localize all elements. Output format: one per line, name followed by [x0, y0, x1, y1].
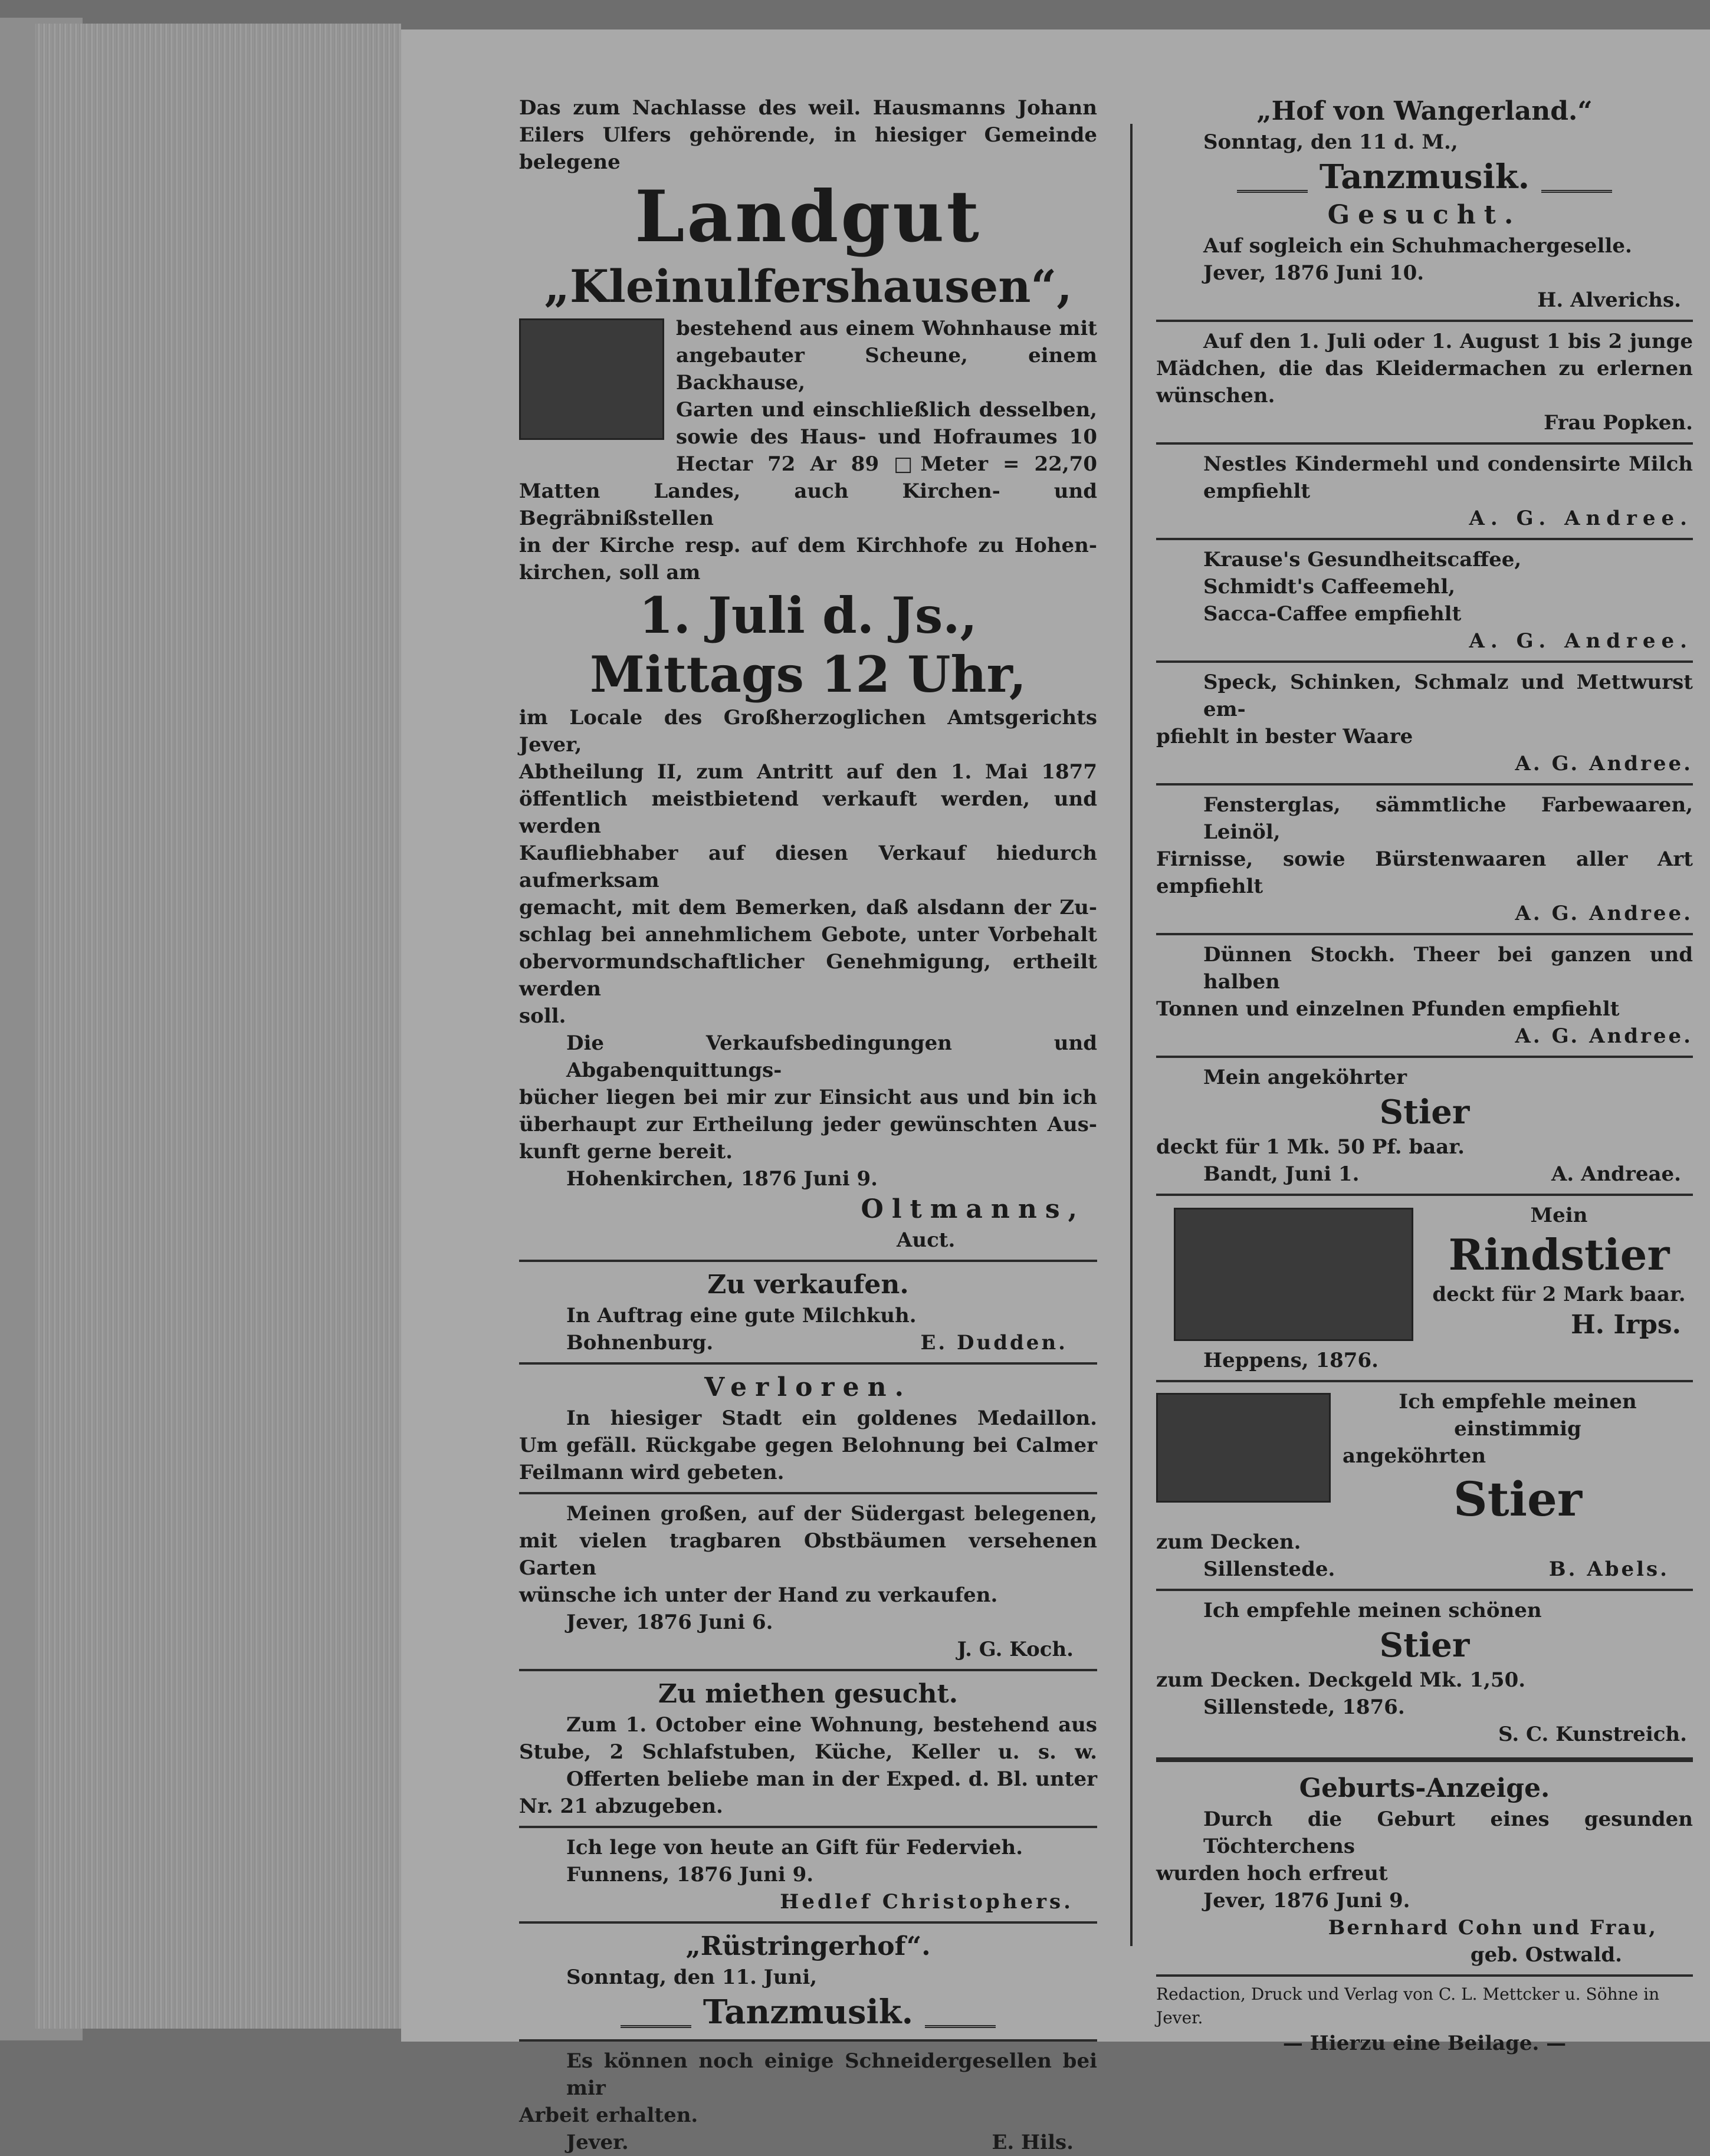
ad-place: Heppens, 1876.: [1203, 1349, 1378, 1372]
book-page-edges: [35, 24, 401, 2029]
desc-line: Hectar 72 Ar 89 □Meter = 22,70: [676, 452, 1097, 476]
separator: [519, 1921, 1097, 1924]
desc-line: in der Kirche resp. auf dem Kirchhofe zu Hohen-: [519, 534, 1097, 557]
separator: [519, 1362, 1097, 1365]
ad-text: Dünnen Stockh. Theer bei ganzen und halben: [1203, 943, 1693, 994]
ad-text: Tonnen und einzelnen Pfunden empfiehlt: [1156, 997, 1620, 1021]
ad-text: Feilmann wird gebeten.: [519, 1461, 785, 1484]
body-line: gemacht, mit dem Bemerken, daß alsdann der Zu-: [519, 896, 1097, 919]
ornament-icon: [621, 2001, 691, 2028]
body-line: kunft gerne bereit.: [519, 1140, 733, 1164]
ad-text: Ich lege von heute an Gift für Federvieh.: [566, 1836, 1023, 1859]
ornament-icon: [1541, 166, 1612, 193]
body-line: Abtheilung II, zum Antritt auf den 1. Mai 1877: [519, 760, 1097, 784]
ad-place: Jever.: [566, 2131, 629, 2154]
ad-text: Krause's Gesundheitscaffee,: [1203, 548, 1522, 571]
estate-block: [519, 315, 1097, 478]
event-date: Sonntag, den 11 d. M.,: [1203, 130, 1458, 154]
ad-intro: Ich empfehle meinen einstimmig: [1399, 1390, 1637, 1441]
column-divider: [1130, 124, 1133, 1946]
ad-signature: E. Dudden.: [920, 1331, 1068, 1355]
stier-ad-2: [1156, 1388, 1693, 1583]
body-line: bücher liegen bei mir zur Einsicht aus und bin ich: [519, 1086, 1097, 1109]
desc-line: bestehend aus einem Wohnhause mit: [676, 317, 1097, 340]
auction-date: 1. Juli d. Js.,: [639, 586, 977, 645]
ad-intro: Mein angeköhrter: [1203, 1066, 1407, 1089]
rindstier-ad: [1156, 1202, 1693, 1374]
ad-text: Schmidt's Caffeemehl,: [1203, 575, 1456, 599]
desc-line: sowie des Haus- und Hofraumes 10: [676, 425, 1097, 449]
ad-signature: Frau Popken.: [1544, 411, 1693, 435]
separator: [519, 1260, 1097, 1262]
ad-text: Nestles Kindermehl und condensirte Milch empfiehlt: [1203, 452, 1693, 503]
ad-signature: A. G. Andree.: [1515, 752, 1693, 775]
ad-place: Jever, 1876 Juni 10.: [1203, 261, 1425, 285]
body-line: soll.: [519, 1004, 566, 1028]
separator: [1156, 1056, 1693, 1058]
sale-ad: [519, 1268, 1097, 1356]
event-title: Tanzmusik.: [703, 1993, 914, 2032]
ad-text: wurden hoch erfreut: [1156, 1862, 1388, 1885]
ad-signature: B. Abels.: [1548, 1557, 1669, 1581]
ruestringerhof-ad: [519, 1930, 1097, 2033]
wanted-ad: [1156, 198, 1693, 314]
ad-text: wünsche ich unter der Hand zu verkaufen.: [519, 1583, 998, 1607]
separator: [519, 1826, 1097, 1828]
ad-signature: Bernhard Cohn und Frau,: [1328, 1916, 1658, 1940]
tar-ad: [1156, 941, 1693, 1050]
bull-illustration: [1174, 1208, 1413, 1341]
bull-illustration: [1156, 1393, 1331, 1503]
event-title: Tanzmusik.: [1319, 157, 1530, 196]
ad-title: Landgut: [635, 175, 982, 258]
ad-signature: Hedlef Christophers.: [780, 1890, 1074, 1914]
ad-text: mit vielen tragbaren Obstbäumen versehenen Garten: [519, 1529, 1097, 1580]
coffee-ad: [1156, 546, 1693, 655]
ad-heading: Zu verkaufen.: [707, 1270, 909, 1300]
place-date: Hohenkirchen, 1876 Juni 9.: [566, 1167, 878, 1191]
separator: [1156, 1757, 1693, 1762]
ad-text: Arbeit erhalten.: [519, 2104, 698, 2127]
event-date: Sonntag, den 11. Juni,: [566, 1966, 818, 1989]
ad-place: Funnens, 1876 Juni 9.: [566, 1863, 814, 1886]
intro-line: Das zum Nachlasse des weil. Hausmanns Johann: [519, 96, 1097, 120]
imprint: [1156, 1983, 1693, 2057]
ad-signature: H. Irps.: [1571, 1310, 1681, 1340]
desc-line: Matten Landes, auch Kirchen- und Begräbnißstellen: [519, 479, 1097, 530]
ad-intro: angeköhrten: [1343, 1444, 1486, 1468]
ad-place: Jever, 1876 Juni 6.: [566, 1611, 773, 1634]
ad-heading: Verloren.: [704, 1372, 912, 1402]
supplement-note: — Hierzu eine Beilage. —: [1282, 2032, 1567, 2055]
body-line: Die Verkaufsbedingungen und Abgabenquittungs-: [566, 1031, 1097, 1082]
glass-ad: [1156, 791, 1693, 927]
separator: [1156, 442, 1693, 445]
ad-signature: A. G. Andree.: [1515, 902, 1693, 925]
signature-title: Auct.: [897, 1228, 956, 1252]
ad-text: pfiehlt in bester Waare: [1156, 725, 1413, 748]
ad-place: Jever, 1876 Juni 9.: [1203, 1889, 1410, 1912]
separator: [1156, 933, 1693, 935]
separator: [1156, 1380, 1693, 1382]
ad-text: Offerten beliebe man in der Exped. d. Bl. unter: [566, 1767, 1097, 1791]
ad-text: Um gefäll. Rückgabe gegen Belohnung bei Calmer: [519, 1434, 1097, 1457]
ad-text: Auf sogleich ein Schuhmachergeselle.: [1203, 234, 1632, 258]
separator: [1156, 538, 1693, 540]
ad-heading: Geburts-Anzeige.: [1299, 1773, 1550, 1803]
poison-ad: [519, 1834, 1097, 1915]
ad-signature: A. G. Andree.: [1515, 1024, 1693, 1048]
ad-heading: Stier: [1379, 1626, 1470, 1665]
ad-signature: geb. Ostwald.: [1470, 1943, 1622, 1967]
ad-signature: S. C. Kunstreich.: [1498, 1723, 1687, 1746]
ad-heading: Stier: [1453, 1471, 1583, 1527]
separator: [1156, 660, 1693, 663]
birth-ad: [1156, 1772, 1693, 1968]
separator: [519, 1669, 1097, 1671]
rent-ad: [519, 1677, 1097, 1820]
house-illustration: [519, 318, 664, 440]
desc-line: Garten und einschließlich desselben,: [676, 398, 1097, 422]
ad-place: Sillenstede.: [1203, 1557, 1335, 1581]
body-line: im Locale des Großherzoglichen Amtsgerichts Jever,: [519, 706, 1097, 757]
body-line: öffentlich meistbietend verkauft werden, und werden: [519, 787, 1097, 838]
ad-text: Fensterglas, sämmtliche Farbewaaren, Leinöl,: [1203, 793, 1693, 844]
body-line: Kaufliebhaber auf diesen Verkauf hiedurch aufmerksam: [519, 842, 1097, 892]
stier-ad-1: [1156, 1064, 1693, 1188]
lost-ad: [519, 1370, 1097, 1486]
right-column: [1156, 94, 1693, 2057]
intro-line: Eilers Ulfers gehörende, in hiesiger Gemeinde belegene: [519, 123, 1097, 174]
ad-intro: Ich empfehle meinen schönen: [1203, 1599, 1542, 1622]
desc-line: angebauter Scheune, einem Backhause,: [676, 344, 1097, 395]
ad-heading: Stier: [1379, 1093, 1470, 1132]
ad-place: Bandt, Juni 1.: [1203, 1162, 1360, 1186]
ad-text: Es können noch einige Schneidergesellen bei mir: [566, 2049, 1097, 2100]
ad-text: zum Decken.: [1156, 1530, 1301, 1554]
ad-text: Mädchen, die das Kleidermachen zu erlernen wünschen.: [1156, 357, 1693, 407]
ad-place: Bohnenburg.: [566, 1331, 714, 1355]
ad-signature: A. G. Andree.: [1469, 629, 1693, 653]
event-name: [1156, 156, 1693, 198]
ad-text: Firnisse, sowie Bürstenwaaren aller Art empfiehlt: [1156, 847, 1693, 898]
wangerland-ad: [1156, 94, 1693, 198]
venue-title: „Hof von Wangerland.“: [1256, 96, 1593, 126]
ad-signature: E. Hils.: [992, 2131, 1074, 2154]
landgut-ad: [519, 94, 1097, 1254]
signature: Oltmanns,: [861, 1194, 1085, 1224]
ad-place: Sillenstede, 1876.: [1203, 1695, 1405, 1719]
ad-text: deckt für 1 Mk. 50 Pf. baar.: [1156, 1135, 1465, 1159]
nestle-ad: [1156, 451, 1693, 532]
separator: [1156, 1974, 1693, 1977]
ad-heading: Zu miethen gesucht.: [658, 1679, 959, 1709]
stier-ad-3: [1156, 1597, 1693, 1748]
venue-title: „Rüstringerhof“.: [685, 1931, 931, 1961]
ad-text: Durch die Geburt eines gesunden Töchterchens: [1203, 1807, 1693, 1858]
ad-subtitle: „Kleinulfershausen“,: [544, 260, 1072, 313]
ad-text: Stube, 2 Schlafstuben, Küche, Keller u. s. w.: [519, 1740, 1097, 1764]
auction-time: Mittags 12 Uhr,: [589, 645, 1027, 704]
girls-ad: [1156, 328, 1693, 436]
ad-signature: A. Andreae.: [1551, 1162, 1681, 1186]
tailor-ad: [519, 2047, 1097, 2156]
ad-signature: H. Alverichs.: [1537, 288, 1681, 312]
ad-heading: Gesucht.: [1327, 200, 1522, 230]
body-line: schlag bei annehmlichem Gebote, unter Vorbehalt: [519, 923, 1097, 946]
separator: [1156, 1589, 1693, 1591]
ad-signature: A. G. Andree.: [1469, 507, 1693, 530]
separator: [519, 2039, 1097, 2042]
ad-text: In hiesiger Stadt ein goldenes Medaillon.: [566, 1406, 1097, 1430]
speck-ad: [1156, 669, 1693, 777]
body-line: obervormundschaftlicher Genehmigung, ertheilt werden: [519, 950, 1097, 1001]
ad-heading: Rindstier: [1448, 1230, 1670, 1280]
ad-intro: Mein: [1530, 1204, 1588, 1227]
ornament-icon: [925, 2001, 996, 2028]
ad-text: Zum 1. October eine Wohnung, bestehend aus: [566, 1713, 1097, 1737]
ad-text: Nr. 21 abzugeben.: [519, 1795, 723, 1818]
body-line: überhaupt zur Ertheilung jeder gewünschten Aus-: [519, 1113, 1097, 1136]
separator: [519, 1492, 1097, 1494]
ad-text: Speck, Schinken, Schmalz und Mettwurst em-: [1203, 671, 1693, 721]
separator: [1156, 783, 1693, 786]
garden-ad: [519, 1500, 1097, 1663]
ad-signature: J. G. Koch.: [957, 1638, 1074, 1661]
event-name: [519, 1991, 1097, 2033]
ad-text: zum Decken. Deckgeld Mk. 1,50.: [1156, 1668, 1526, 1692]
separator: [1156, 320, 1693, 322]
ad-text: Auf den 1. Juli oder 1. August 1 bis 2 junge: [1203, 330, 1693, 353]
ad-text: Sacca-Caffee empfiehlt: [1203, 602, 1462, 626]
ornament-icon: [1237, 166, 1308, 193]
ad-text: deckt für 2 Mark baar.: [1432, 1283, 1686, 1306]
ad-text: Meinen großen, auf der Südergast belegenen,: [566, 1502, 1097, 1526]
separator: [1156, 1194, 1693, 1196]
ad-text: In Auftrag eine gute Milchkuh.: [566, 1304, 917, 1327]
left-column: [519, 94, 1097, 2156]
imprint-text: Redaction, Druck und Verlag von C. L. Mettcker u. Söhne in Jever.: [1156, 1984, 1660, 2027]
desc-line: kirchen, soll am: [519, 561, 701, 584]
